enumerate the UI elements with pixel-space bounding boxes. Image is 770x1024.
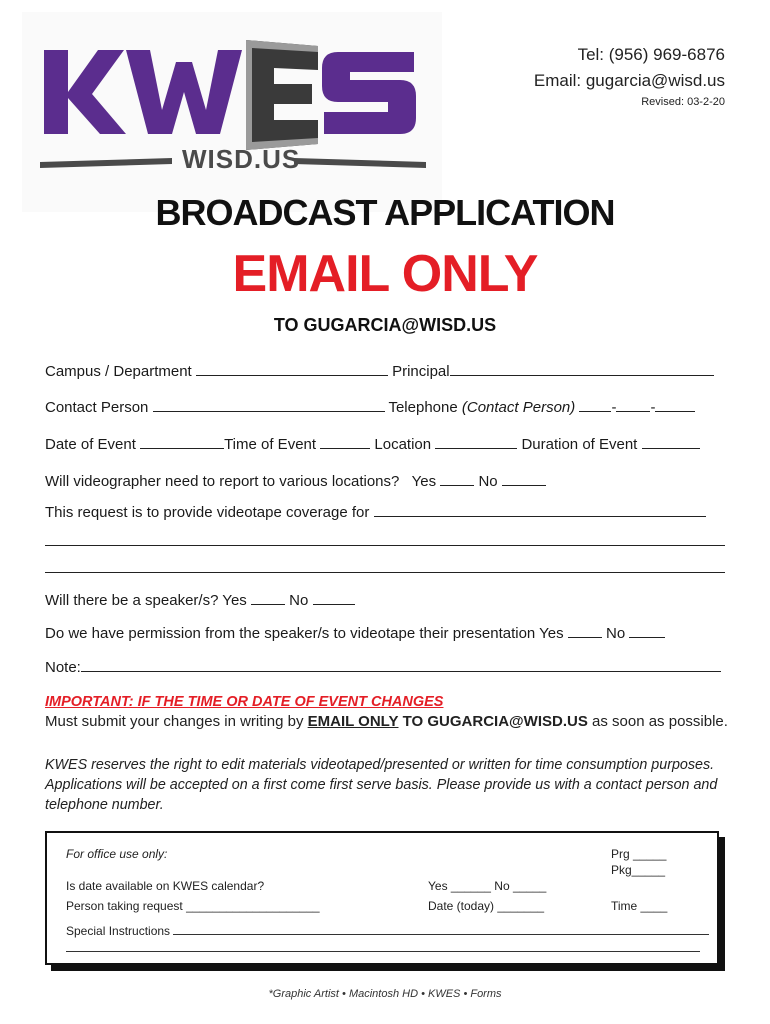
permission-no-field[interactable] (629, 624, 665, 638)
speaker-no-label: No (289, 592, 309, 609)
date-field[interactable] (140, 435, 224, 449)
note-field[interactable] (81, 658, 721, 672)
permission-yes-field[interactable] (568, 624, 602, 638)
submit-email-only: EMAIL ONLY (307, 713, 399, 730)
kwes-logo (22, 12, 442, 212)
contact-person-label: Contact Person (45, 399, 149, 416)
office-person-taking[interactable]: Person taking request ____________________ (66, 899, 320, 913)
office-pkg[interactable]: Pkg_____ (611, 863, 666, 877)
phone-prefix-field[interactable] (616, 398, 650, 412)
time-field[interactable] (320, 435, 370, 449)
telephone-hint: (Contact Person) (461, 399, 576, 416)
revision-date: Revised: 03-2-20 (641, 96, 725, 108)
row-note (45, 658, 725, 676)
office-special-field[interactable] (173, 924, 709, 935)
contact-telephone: Tel: (956) 969-6876 (577, 45, 725, 64)
office-special-line-2[interactable] (66, 951, 700, 952)
office-time[interactable]: Time ____ (611, 899, 668, 913)
duration-field[interactable] (642, 435, 700, 449)
row-contact-telephone: Contact Person Telephone (Contact Person) - - (45, 398, 725, 416)
contact-person-field[interactable] (153, 398, 385, 412)
contact-block (534, 42, 725, 108)
phone-area-field[interactable] (579, 398, 611, 412)
principal-label: Principal (392, 363, 450, 380)
office-special-text: Special Instructions (66, 924, 171, 938)
office-prg[interactable]: Prg _____ (611, 847, 667, 861)
kwes-logo-graphic (22, 12, 442, 212)
contact-email: Email: gugarcia@wisd.us (533, 71, 725, 90)
email-only-heading: EMAIL ONLY (232, 245, 538, 303)
campus-field[interactable] (196, 362, 388, 376)
row-campus-principal (45, 362, 725, 380)
principal-field[interactable] (450, 362, 714, 376)
time-label: Time of Event (224, 436, 317, 453)
row-speaker (45, 591, 725, 609)
speaker-question: Will there be a speaker/s? Yes (45, 592, 247, 609)
videographer-question: Will videographer need to report to various locations? (45, 473, 400, 490)
office-date-available: Is date available on KWES calendar? (66, 879, 265, 893)
submit-suffix: as soon as possible. (592, 713, 728, 730)
footer-path: *Graphic Artist • Macintosh HD • KWES • Forms (268, 988, 502, 1000)
permission-no-label: No (605, 625, 626, 642)
date-label: Date of Event (45, 436, 136, 453)
duration-label: Duration of Event (521, 436, 638, 453)
submit-to: TO GUGARCIA@WISD.US (402, 713, 588, 730)
videographer-yes-field[interactable] (440, 472, 474, 486)
request-line-3[interactable] (45, 572, 725, 573)
note-label: Note: (45, 659, 81, 676)
submit-to-address: TO GUGARCIA@WISD.US (273, 315, 497, 335)
policy-text: KWES reserves the right to edit materials videotaped/presented or written for time consumption purposes. Applications will be accepted on a first come first serve basis. Please provide us with a contact person and telephone number. (45, 757, 718, 813)
location-label: Location (374, 436, 432, 453)
permission-question: Do we have permission from the speaker/s to videotape their presentation Yes (45, 625, 564, 642)
videographer-no-field[interactable] (502, 472, 546, 486)
request-label: This request is to provide videotape coverage for (45, 504, 370, 521)
row-event-details (45, 435, 725, 453)
office-special-label (66, 924, 709, 938)
row-permission (45, 624, 725, 642)
office-heading: For office use only: (66, 847, 168, 861)
videographer-no-label: No (478, 473, 498, 490)
office-use-box (45, 831, 719, 965)
row-request (45, 503, 725, 521)
submit-instructions (45, 713, 728, 730)
speaker-yes-field[interactable] (251, 591, 285, 605)
campus-label: Campus / Department (45, 363, 192, 380)
submit-prefix: Must submit your changes in writing by (45, 713, 304, 730)
request-field[interactable] (374, 503, 706, 517)
videographer-yes-label: Yes (411, 473, 437, 490)
speaker-no-field[interactable] (313, 591, 355, 605)
logo-subtitle: WISD.US (182, 144, 301, 174)
office-date-today[interactable]: Date (today) _______ (428, 899, 545, 913)
location-field[interactable] (435, 435, 517, 449)
telephone-label: Telephone (388, 399, 458, 416)
request-line-2[interactable] (45, 545, 725, 546)
page-title: BROADCAST APPLICATION (155, 192, 615, 233)
office-yes-no[interactable]: Yes ______ No _____ (428, 879, 547, 893)
phone-line-field[interactable] (655, 398, 695, 412)
important-notice: IMPORTANT: IF THE TIME OR DATE OF EVENT CHANGES (45, 694, 444, 710)
row-videographer (45, 472, 725, 490)
